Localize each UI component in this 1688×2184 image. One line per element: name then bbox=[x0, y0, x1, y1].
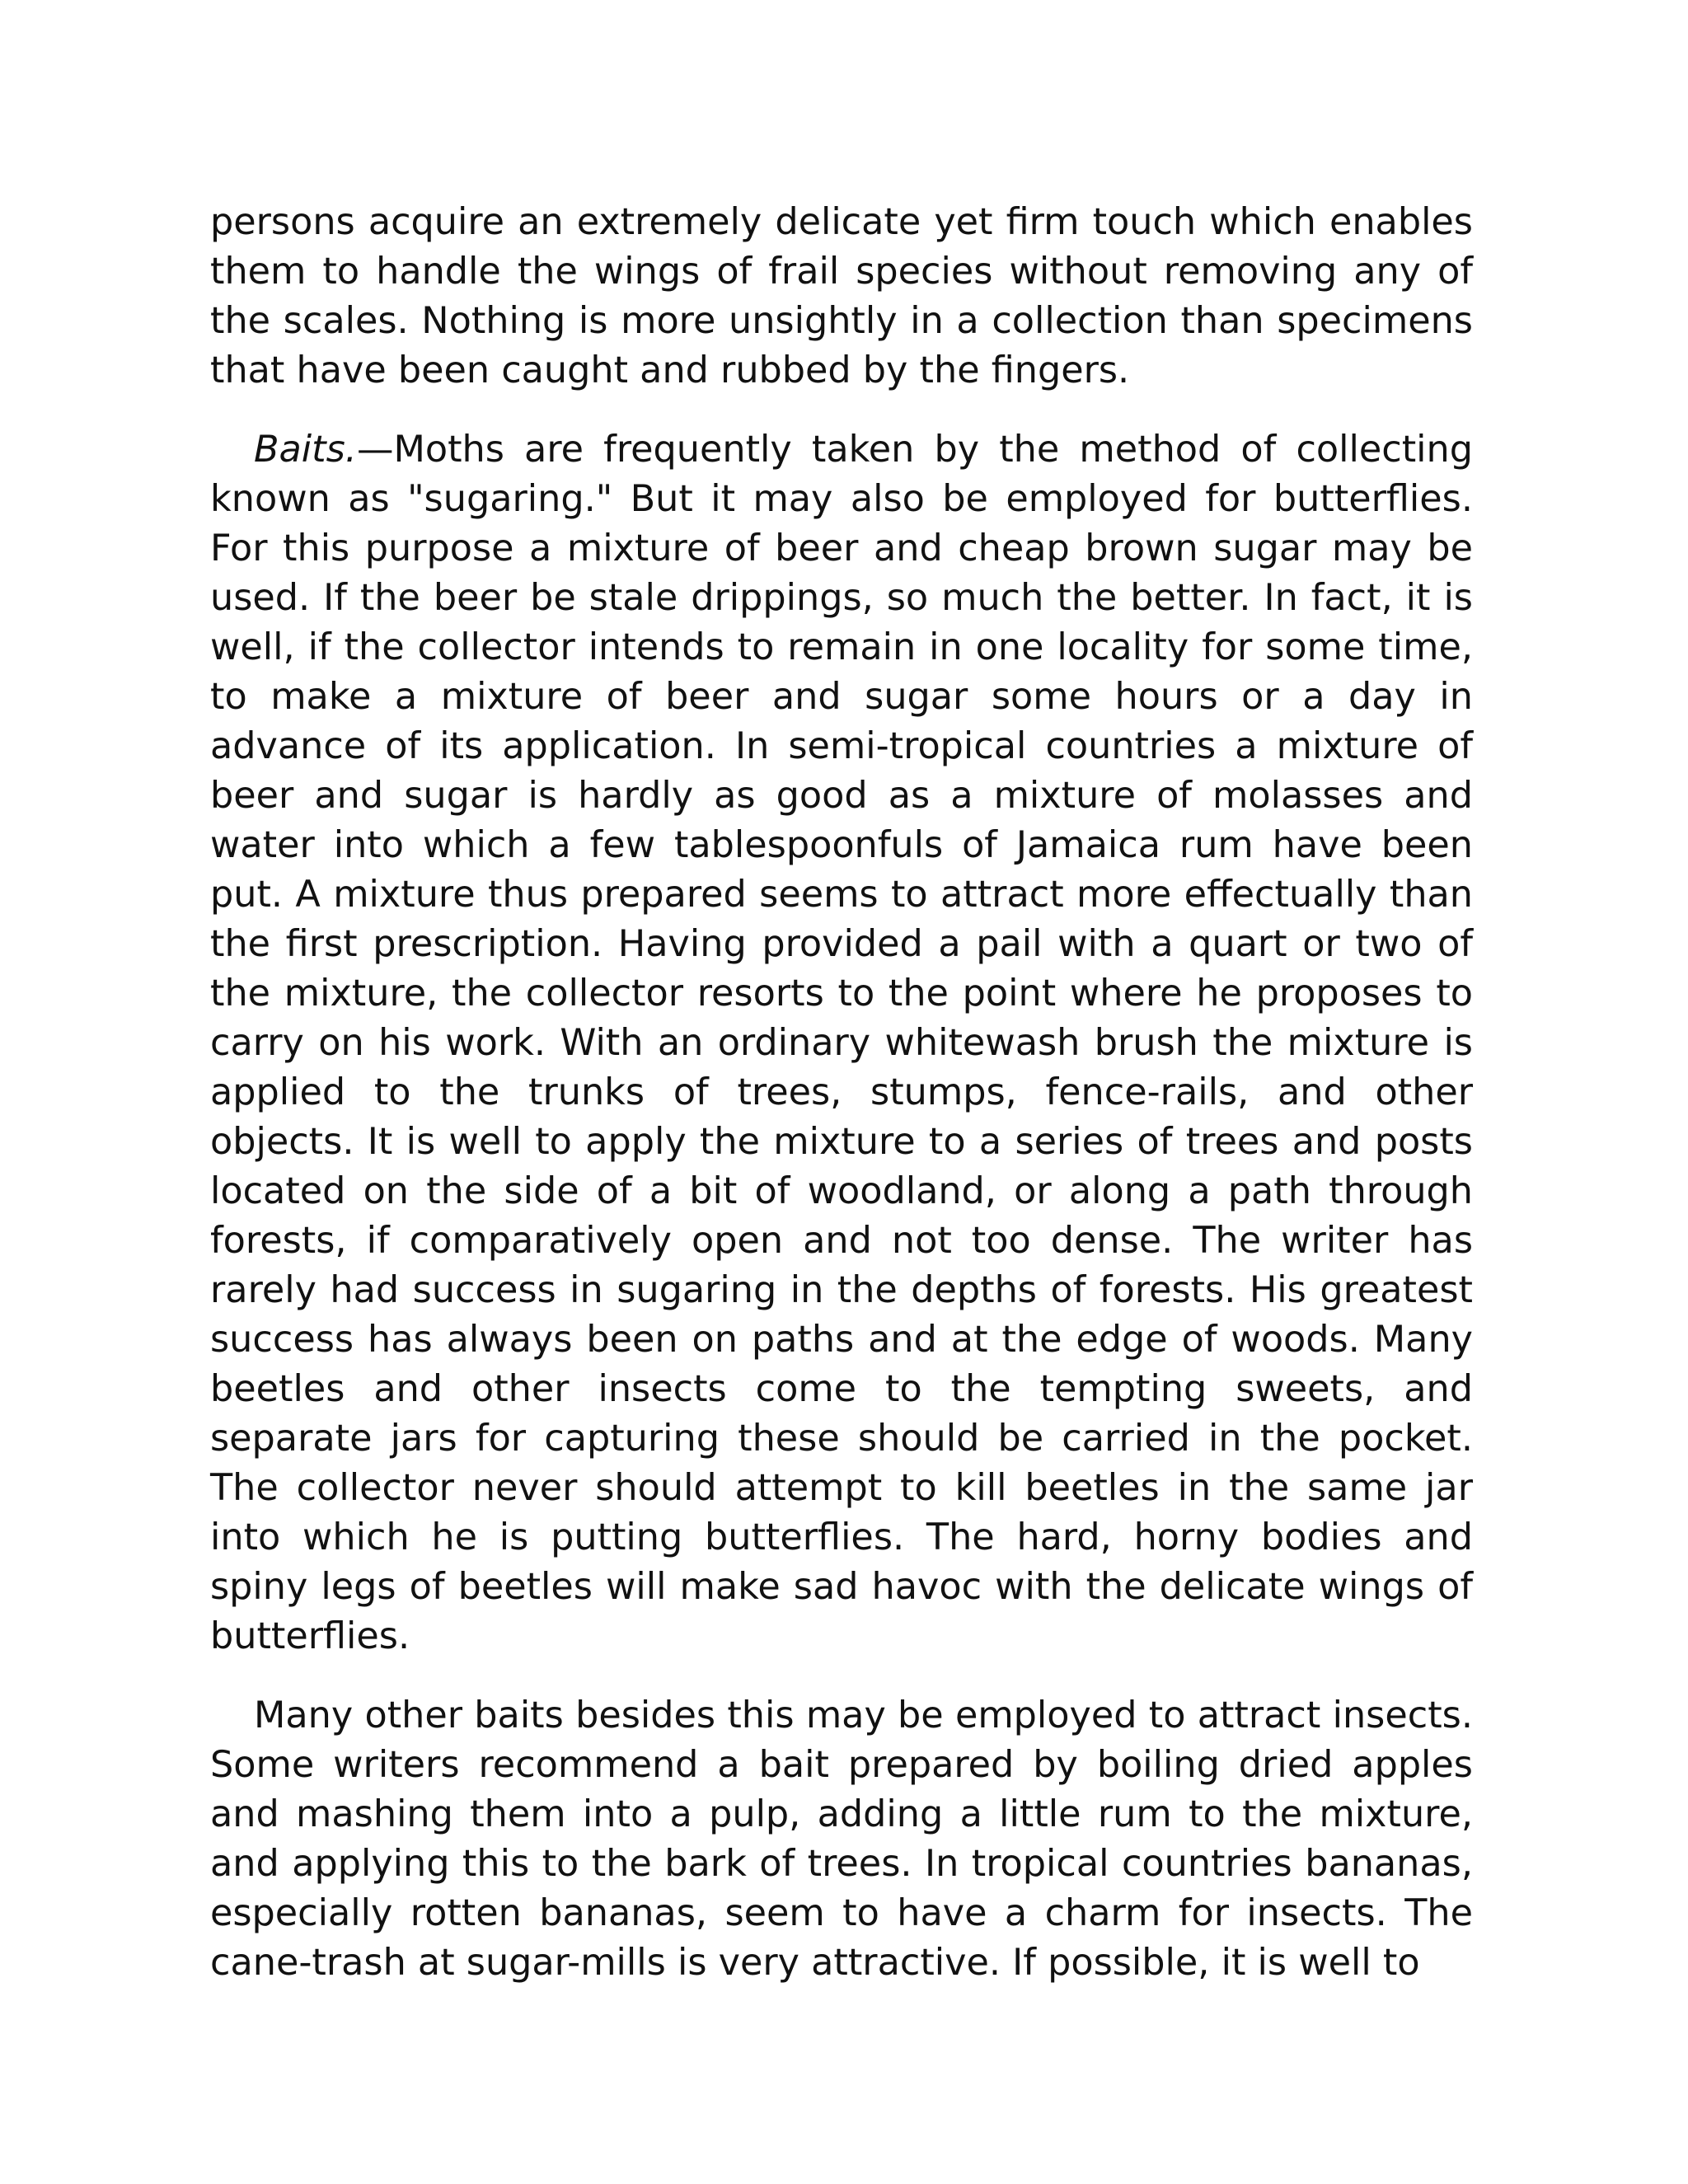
paragraph-2-lead: Baits. bbox=[254, 429, 357, 471]
paragraph-3 bbox=[210, 1691, 1473, 1988]
document-page bbox=[210, 198, 1473, 2018]
paragraph-3-text: Many other baits besides this may be employed to attract insects. Some writers recommend a bait prepared by boiling dried apples and mashing them into a pulp, adding a little rum to the mixture, and applying this to the bark of trees. In tropical countries bananas, especially rotten bananas, seem to have a charm for insects. The cane-trash at sugar-mills is very attractive. If possible, it is well to bbox=[210, 1694, 1473, 1984]
paragraph-1-text: persons acquire an extremely delicate yet firm touch which enables them to handle the wings of frail species without removing any of the scales. Nothing is more unsightly in a collection than specimens that have been caught and rubbed by the fingers. bbox=[210, 201, 1473, 391]
paragraph-2-text: —Moths are frequently taken by the method of collecting known as "sugaring." But it may also be employed for butterflies. For this purpose a mixture of beer and cheap brown sugar may be used. If the beer be stale drippings, so much the better. In fact, it is well, if the collector intends to remain in one locality for some time, to make a mixture of beer and sugar some hours or a day in advance of its application. In semi-tropical countries a mixture of beer and sugar is hardly as good as a mixture of molasses and water into which a few tablespoonfuls of Jamaica rum have been put. A mixture thus prepared seems to attract more effectually than the first prescription. Having provided a pail with a quart or two of the mixture, the collector resorts to the point where he proposes to carry on his work. With an ordinary whitewash brush the mixture is applied to the trunks of trees, stumps, fence-rails, and other objects. It is well to apply the mixture to a series of trees and posts located on the side of a bit of woodland, or along a path through forests, if comparatively open and not too dense. The writer has rarely had success in sugaring in the depths of forests. His greatest success has always been on paths and at the edge of woods. Many beetles and other insects come to the tempting sweets, and separate jars for capturing these should be carried in the pocket. The collector never should attempt to kill beetles in the same jar into which he is putting butterflies. The hard, horny bodies and spiny legs of beetles will make sad havoc with the delicate wings of butterflies. bbox=[210, 429, 1473, 1657]
paragraph-2 bbox=[210, 425, 1473, 1661]
paragraph-1 bbox=[210, 198, 1473, 396]
